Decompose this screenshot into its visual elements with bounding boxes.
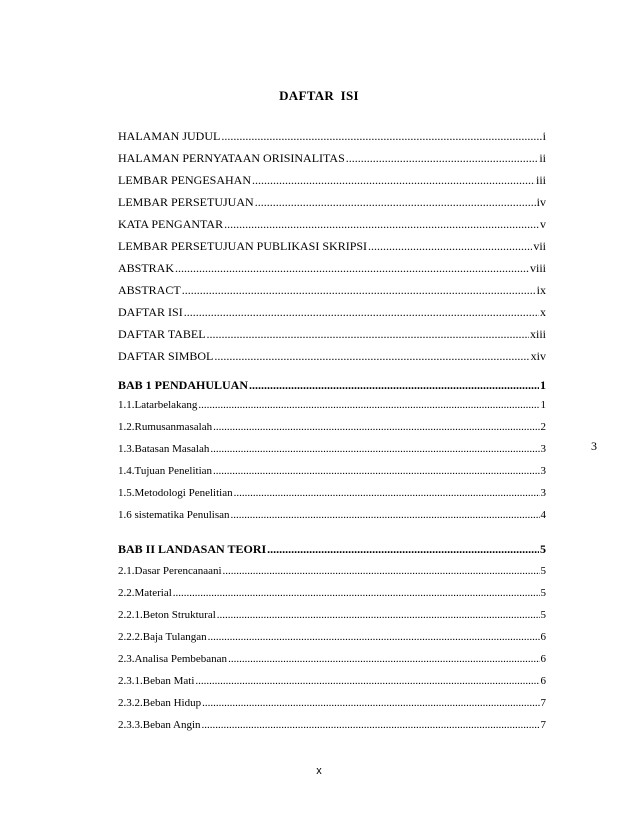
toc-entry-label: LEMBAR PERSETUJUAN <box>118 195 254 209</box>
toc-entry-label: KATA PENGANTAR <box>118 217 224 231</box>
toc-dot-leader <box>213 465 539 477</box>
toc-entry <box>118 487 546 499</box>
toc-entry <box>118 195 546 210</box>
toc-entry <box>118 443 546 455</box>
toc-entry <box>118 587 546 599</box>
toc-dot-leader <box>182 283 536 298</box>
toc-entry <box>118 675 546 687</box>
toc-entry-label: 2.2.2.Baja Tulangan <box>118 631 207 643</box>
toc-entry <box>118 631 546 643</box>
toc-entry-page: 7 <box>540 697 546 709</box>
toc-entry-page: 7 <box>540 719 546 731</box>
toc-entry-page: 6 <box>540 675 546 687</box>
toc-entry <box>118 283 546 298</box>
toc-entry-page: 2 <box>540 421 546 433</box>
toc-entry <box>118 565 546 577</box>
toc-entry-page: 3 <box>540 465 546 477</box>
toc-dot-leader <box>267 542 539 557</box>
toc-entry-page: 3 <box>540 487 546 499</box>
toc-entry <box>118 349 546 364</box>
toc-dot-leader <box>224 217 539 232</box>
toc-dot-leader <box>202 697 539 709</box>
toc-entry-page: ii <box>539 151 546 165</box>
toc-entry <box>118 609 546 621</box>
footer-page-number: x <box>316 765 322 777</box>
toc-entry <box>118 217 546 232</box>
toc-entry-page: 4 <box>540 509 546 521</box>
toc-entry <box>118 399 546 411</box>
toc-entry-page: viii <box>529 261 546 275</box>
toc-dot-leader <box>184 305 539 320</box>
toc-dot-leader <box>368 239 532 254</box>
toc-entry <box>118 465 546 477</box>
toc-entry-label: BAB 1 PENDAHULUAN <box>118 378 249 392</box>
toc-entry-page: 3 <box>540 443 546 455</box>
toc-dot-leader <box>223 565 540 577</box>
toc-entry-label: BAB II LANDASAN TEORI <box>118 542 267 556</box>
toc-entry-label: 2.3.2.Beban Hidup <box>118 697 202 709</box>
toc-entry-label: 1.3.Batasan Masalah <box>118 443 210 455</box>
toc-entry-label: ABSTRAK <box>118 261 175 275</box>
margin-page-number: 3 <box>591 439 597 453</box>
toc-dot-leader <box>173 587 540 599</box>
toc-dot-leader <box>210 443 539 455</box>
toc-entry-label: 1.2.Rumusanmasalah <box>118 421 213 433</box>
toc-entry-page: 5 <box>540 542 546 556</box>
toc-entry-label: DAFTAR TABEL <box>118 327 206 341</box>
toc-entry-label: 1.1.Latarbelakang <box>118 399 198 411</box>
toc-dot-leader <box>234 487 540 499</box>
toc-entry-label: LEMBAR PENGESAHAN <box>118 173 252 187</box>
toc-chapter-entry <box>118 378 546 393</box>
toc-entry-label: ABSTRACT <box>118 283 181 297</box>
toc-entry-page: x <box>540 305 546 319</box>
toc-entry-page: 5 <box>540 565 546 577</box>
toc-entry-page: 1 <box>540 399 546 411</box>
toc-entry-page: 1 <box>540 378 546 392</box>
toc-dot-leader <box>195 675 539 687</box>
toc-dot-leader <box>208 631 540 643</box>
toc-dot-leader <box>252 173 535 188</box>
toc-entry-label: 2.3.Analisa Pembebanan <box>118 653 228 665</box>
toc-entry-page: iv <box>536 195 546 209</box>
toc-entry-page: 5 <box>540 609 546 621</box>
toc-dot-leader <box>214 349 529 364</box>
toc-entry-label: 1.4.Tujuan Penelitian <box>118 465 213 477</box>
toc-entry <box>118 173 546 188</box>
toc-entry-page: xiv <box>530 349 546 363</box>
toc-dot-leader <box>217 609 540 621</box>
toc-entry-label: 2.2.1.Beton Struktural <box>118 609 216 621</box>
toc-entry <box>118 697 546 709</box>
toc-entry-label: 2.1.Dasar Perencanaani <box>118 565 222 577</box>
toc-entry-label: 2.3.1.Beban Mati <box>118 675 195 687</box>
toc-dot-leader <box>207 327 529 342</box>
toc-entry-label: LEMBAR PERSETUJUAN PUBLIKASI SKRIPSI <box>118 239 368 253</box>
toc-entry <box>118 509 546 521</box>
toc-dot-leader <box>228 653 539 665</box>
toc-entry-label: HALAMAN JUDUL <box>118 129 221 143</box>
toc-entry-page: 6 <box>540 653 546 665</box>
toc-dot-leader <box>255 195 536 210</box>
toc-entry <box>118 719 546 731</box>
toc-entry <box>118 327 546 342</box>
toc-chapter-entry <box>118 542 546 557</box>
toc-entry-label: HALAMAN PERNYATAAN ORISINALITAS <box>118 151 345 165</box>
toc-entry <box>118 239 546 254</box>
toc-dot-leader <box>221 129 541 144</box>
toc-entry-label: 2.2.Material <box>118 587 172 599</box>
toc-entry-page: vii <box>533 239 546 253</box>
toc-entry-label: 2.3.3.Beban Angin <box>118 719 201 731</box>
toc-dot-leader <box>213 421 539 433</box>
toc-dot-leader <box>249 378 539 393</box>
toc-dot-leader <box>175 261 529 276</box>
toc-entry <box>118 305 546 320</box>
toc-entry-page: v <box>540 217 546 231</box>
toc-entry <box>118 129 546 144</box>
toc-dot-leader <box>231 509 540 521</box>
toc-entry-page: 5 <box>540 587 546 599</box>
toc-entry <box>118 653 546 665</box>
toc-entry <box>118 261 546 276</box>
toc-entry-page: 6 <box>540 631 546 643</box>
toc-dot-leader <box>202 719 540 731</box>
toc-entry <box>118 151 546 166</box>
toc-entry-page: i <box>542 129 546 143</box>
toc-dot-leader <box>346 151 539 166</box>
toc-entry-page: ix <box>536 283 546 297</box>
toc-entry-label: 1.6 sistematika Penulisan <box>118 509 230 521</box>
toc-entry <box>118 421 546 433</box>
toc-entry-page: iii <box>535 173 546 187</box>
toc-entry-label: 1.5.Metodologi Penelitian <box>118 487 233 499</box>
toc-entry-label: DAFTAR ISI <box>118 305 183 319</box>
toc-entry-label: DAFTAR SIMBOL <box>118 349 214 363</box>
toc-entry-page: xiii <box>529 327 546 341</box>
page-title: DAFTAR ISI <box>279 88 359 103</box>
toc-dot-leader <box>198 399 539 411</box>
